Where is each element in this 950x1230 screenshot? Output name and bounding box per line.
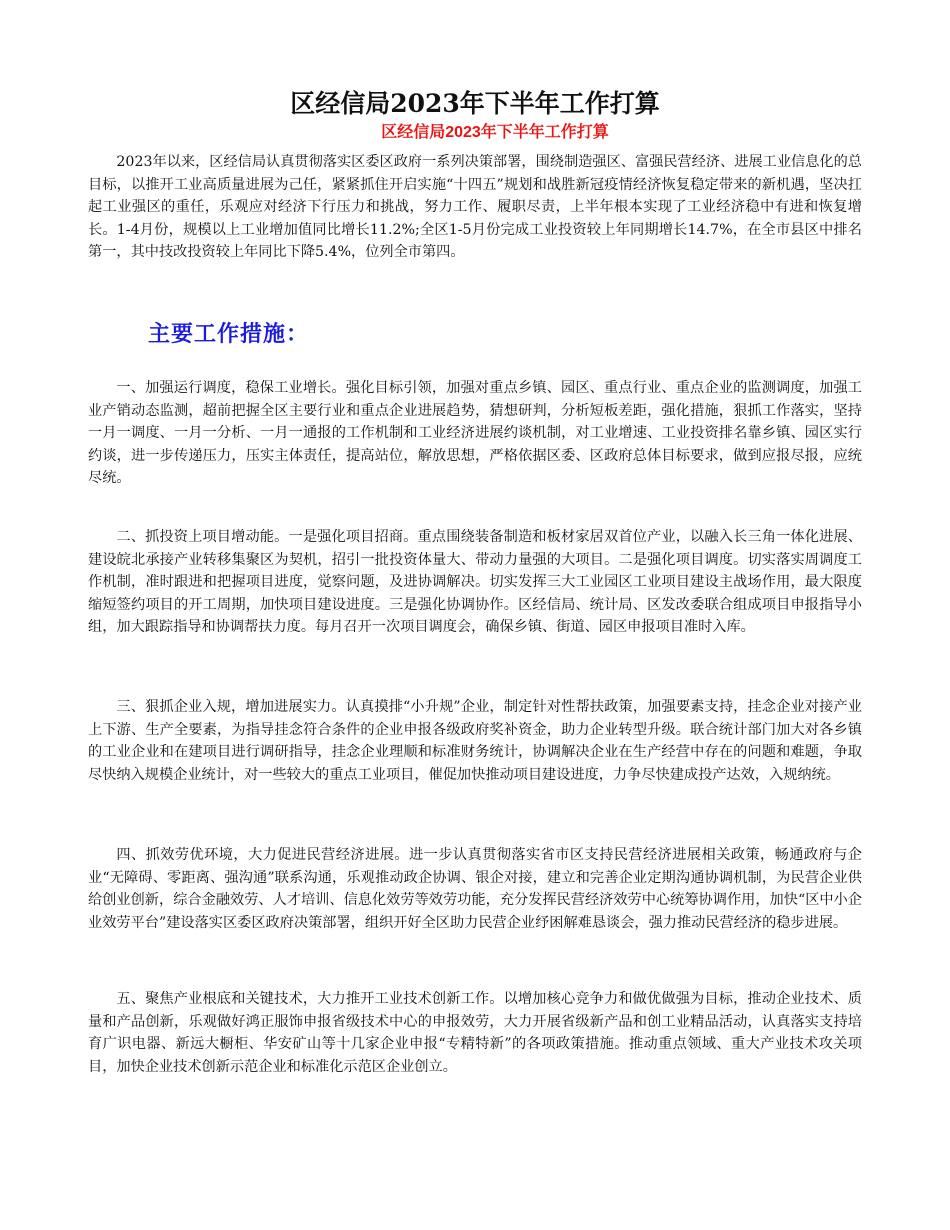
measure-paragraph-4: 四、抓效劳优环境，大力促进民营经济进展。进一步认真贯彻落实省市区支持民营经济进展相关政策，畅通政府与企业“无障碍、零距离、强沟通”联系沟通，乐观推动政企协调、银企对接，建立和完善企业定期沟通协调机制，为民营企业供给创业创新，综合金融效劳、人才培训、信息化效劳等效劳功能，充分发挥民营经济效劳中心统筹协调作用，加快“区中小企业效劳平台”建设落实区委区政府决策部署，组织开好全区助力民营企业纾困解难恳谈会，强力推动民营经济的稳步进展。: [88, 847, 862, 931]
measure-paragraph-3: 三、狠抓企业入规，增加进展实力。认真摸排“小升规”企业，制定针对性帮扶政策，加强要素支持，挂念企业对接产业上下游、生产全要素，为指导挂念符合条件的企业申报各级政府奖补资金，助力企业转型升级。联合统计部门加大对各乡镇的工业企业和在建项目进行调研指导，挂念企业理顺和标准财务统计，协调解决企业在生产经营中存在的问题和难题，争取尽快纳入规模企业统计，对一些较大的重点工业项目，催促加快推动项目建设进度，力争尽快建成投产达效，入规纳统。: [88, 699, 862, 783]
measure-paragraph-1: 一、加强运行调度，稳保工业增长。强化目标引领，加强对重点乡镇、园区、重点行业、重点企业的监测调度，加强工业产销动态监测，超前把握全区主要行业和重点企业进展趋势，猜想研判，分析短板差距，强化措施，狠抓工作落实，坚持一月一调度、一月一分析、一月一通报的工作机制和工业经济进展约谈机制，对工业增速、工业投资排名靠乡镇、园区实行约谈，进一步传递压力，压实主体责任，提高站位，解放思想，严格依据区委、区政府总体目标要求，做到应报尽报，应统尽统。: [88, 380, 862, 487]
measure-paragraph-2: 二、抓投资上项目增动能。一是强化项目招商。重点围绕装备制造和板材家居双首位产业，以融入长三角一体化进展、建设皖北承接产业转移集聚区为契机，招引一批投资体量大、带动力量强的大项目。二是强化项目调度。切实落实周调度工作机制，准时跟进和把握项目进度，觉察问题，及进协调解决。切实发挥三大工业园区工业项目建设主战场作用，最大限度缩短签约项目的开工周期，加快项目建设进度。三是强化协调协作。区经信局、统计局、区发改委联合组成项目申报指导小组，加大跟踪指导和协调帮扶力度。每月召开一次项目调度会，确保乡镇、街道、园区申报项目准时入库。: [88, 529, 862, 636]
section-heading: 主要工作措施：: [148, 321, 310, 347]
measure-paragraph-5: 五、聚焦产业根底和关键技术，大力推开工业技术创新工作。以增加核心竞争力和做优做强为目标，推动企业技术、质量和产品创新，乐观做好鸿正服饰申报省级技术中心的申报效劳，大力开展省级新产品和创工业精品活动，认真落实支持培育广识电器、新远大橱柜、华安矿山等十几家企业申报“专精特新”的各项政策措施。推动重点领域、重大产业技术攻关项目，加快企业技术创新示范企业和标准化示范区企业创立。: [88, 991, 862, 1075]
document-title: 区经信局2023年下半年工作打算: [290, 89, 660, 118]
intro-paragraph: 2023年以来，区经信局认真贯彻落实区委区政府一系列决策部署，围绕制造强区、富强民营经济、进展工业信息化的总目标，以推开工业高质量进展为己任，紧紧抓住开启实施“十四五”规划和战胜新冠疫情经济恢复稳定带来的新机遇，坚决扛起工业强区的重任，乐观应对经济下行压力和挑战，努力工作、履职尽责，上半年根本实现了工业经济稳中有进和恢复增长。1-4月份，规模以上工业增加值同比增长11.2%;全区1-5月份完成工业投资较上年同期增长14.7%，在全市县区中排名第一，其中技改投资较上年同比下降5.4%，位列全市第四。: [88, 154, 862, 261]
document-subtitle: 区经信局2023年下半年工作打算: [381, 124, 609, 141]
